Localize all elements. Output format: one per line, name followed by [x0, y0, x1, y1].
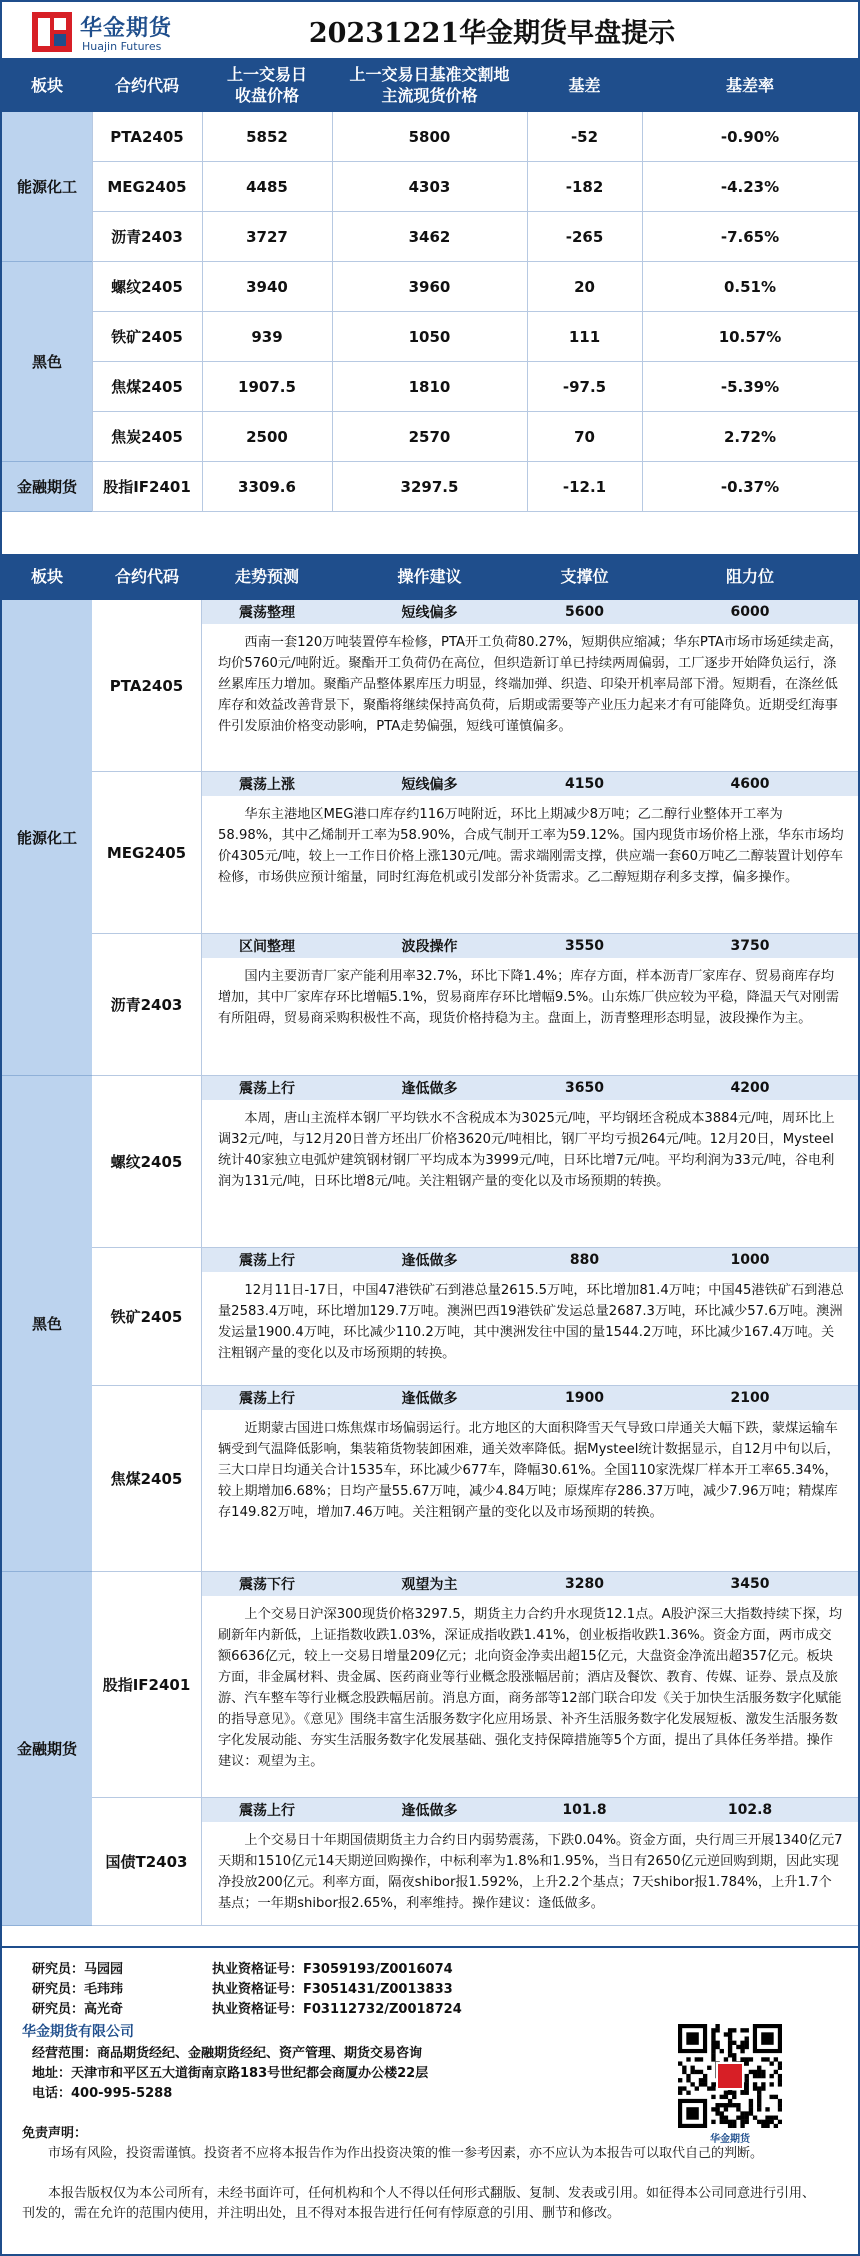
- table1-row-cell: 1050: [332, 312, 527, 362]
- table1-sector-cell: 金融期货: [2, 462, 92, 512]
- analysis-text: 上个交易日十年期国债期货主力合约日内弱势震荡，下跌0.04%。资金方面，央行周三开展1340亿元7天期和1510亿元14天期逆回购操作，中标利率为1.8%和1.95%，当日有2650亿元逆回购到期，因此实现净投放200亿元。利率方面，隔夜shibor报1.592%，上升2.2个基点；7天shibor报1.784%，上升1.7个基点；一年期shibor报2.65%，利率维持。操作建议：逢低做多。: [202, 1822, 858, 1926]
- company-address: 地址：天津市和平区五大道街南京路183号世纪都会商厦办公楼22层: [32, 2066, 429, 2081]
- support-level: 880: [527, 1248, 642, 1272]
- researcher-license: 执业资格证号：F3059193/Z0016074: [212, 1962, 453, 1977]
- table2-header-cell: 操作建议: [332, 554, 527, 600]
- logo-text-en: Huajin Futures: [82, 40, 162, 53]
- table2-contract-code: 铁矿2405: [92, 1248, 202, 1386]
- table2-header-cell: 阻力位: [642, 554, 858, 600]
- table1-column-divider: [92, 112, 93, 512]
- disclaimer-title: 免责声明：: [22, 2126, 88, 2141]
- trend-forecast: 震荡下行: [202, 1572, 332, 1596]
- page-title: 20231221华金期货早盘提示: [308, 17, 676, 49]
- table1-row-cell: 20: [527, 262, 642, 312]
- operation-advice: 波段操作: [332, 934, 527, 958]
- title-bar: [2, 2, 858, 60]
- trend-forecast: 震荡上涨: [202, 772, 332, 796]
- table1-row-cell: 焦煤2405: [92, 362, 202, 412]
- trend-forecast: 区间整理: [202, 934, 332, 958]
- operation-advice: 观望为主: [332, 1572, 527, 1596]
- table1-row-cell: -0.90%: [642, 112, 858, 162]
- analysis-text: 西南一套120万吨装置停车检修，PTA开工负荷80.27%，短期供应缩减；华东PTA市场市场延续走高，均价5760元/吨附近。聚酯开工负荷仍在高位，但织造新订单已持续两周偏弱，工厂逐步开始降负运行，涤丝累库压力增加。聚酯产品整体累库压力明显，终端加弹、织造、印染开机率局部下滑。短期看，在涤丝低库存和效益改善背景下，聚酯将继续保持高负荷，后期或需要等产业压力起来才有可能降负。近期受红海事件引发原油价格变动影响，PTA走势偏强，短线可谨慎偏多。: [202, 624, 858, 772]
- table1-row-cell: 3309.6: [202, 462, 332, 512]
- table1-row-cell: 焦炭2405: [92, 412, 202, 462]
- table1-row-cell: -97.5: [527, 362, 642, 412]
- table1-header-cell: 基差率: [642, 60, 858, 112]
- qr-caption: 华金期货: [710, 2134, 750, 2145]
- table1-row-cell: 111: [527, 312, 642, 362]
- table1-row-cell: -4.23%: [642, 162, 858, 212]
- table1-row-cell: 939: [202, 312, 332, 362]
- table1-row-cell: 螺纹2405: [92, 262, 202, 312]
- table1-row-cell: -52: [527, 112, 642, 162]
- table2-header-cell: 走势预测: [202, 554, 332, 600]
- table1-row-cell: -265: [527, 212, 642, 262]
- table1-row-cell: -0.37%: [642, 462, 858, 512]
- table2-contract-code: 螺纹2405: [92, 1076, 202, 1248]
- table1-sector-cell: 能源化工: [2, 112, 92, 262]
- table1-row-cell: MEG2405: [92, 162, 202, 212]
- researcher-name: 研究员：毛玮玮: [32, 1982, 124, 1997]
- trend-forecast: 震荡上行: [202, 1248, 332, 1272]
- table1-row-cell: 3960: [332, 262, 527, 312]
- table1-column-divider: [202, 112, 203, 512]
- support-level: 5600: [527, 600, 642, 624]
- table1-row-cell: 2.72%: [642, 412, 858, 462]
- table2-sector-cell: 金融期货: [2, 1572, 92, 1926]
- table1-column-divider: [527, 112, 528, 512]
- table1-row-cell: 2500: [202, 412, 332, 462]
- table1-row-cell: 沥青2403: [92, 212, 202, 262]
- disclaimer-para-2: 本报告版权仅为本公司所有，未经书面许可，任何机构和个人不得以任何形式翻版、复制、发表或引用。如征得本公司同意进行引用、刊发的，需在允许的范围内使用，并注明出处，且不得对本报告进行任何有悖原意的引用、删节和修改。: [22, 2186, 816, 2221]
- operation-advice: 短线偏多: [332, 600, 527, 624]
- table1-header-cell: 基差: [527, 60, 642, 112]
- resistance-level: 2100: [642, 1386, 858, 1410]
- table1-row-cell: 1907.5: [202, 362, 332, 412]
- disclaimer-para-1: 市场有风险，投资需谨慎。投资者不应将本报告作为作出投资决策的惟一参考因素，亦不应认为本报告可以取代自己的判断。: [48, 2146, 764, 2161]
- operation-advice: 逢低做多: [332, 1386, 527, 1410]
- table2-sector-cell: 能源化工: [2, 600, 92, 1076]
- logo-mark-icon: [32, 12, 72, 52]
- operation-advice: 逢低做多: [332, 1076, 527, 1100]
- researcher-list: [32, 1960, 552, 2020]
- researcher-license: 执业资格证号：F3051431/Z0013833: [212, 1982, 453, 1997]
- operation-advice: 短线偏多: [332, 772, 527, 796]
- table1-row-cell: 5852: [202, 112, 332, 162]
- table1-row-cell: 70: [527, 412, 642, 462]
- table2-sector-cell: 黑色: [2, 1076, 92, 1572]
- analysis-text: 近期蒙古国进口炼焦煤市场偏弱运行。北方地区的大面积降雪天气导致口岸通关大幅下跌，蒙煤运输车辆受到气温降低影响，集装箱货物装卸困难，通关效率降低。据Mysteel统计数据显示，自12月中旬以后，三大口岸日均通关合计1535车，环比减少677车，降幅30.61%。全国110家洗煤厂样本开工率65.34%，较上期增加6.68%；日均产量55.67万吨，减少4.84万吨；原煤库存286.37万吨，减少7.96万吨；精煤库存149.82万吨，增加7.46万吨。关注粗钢产量的变化以及市场预期的转换。: [202, 1410, 858, 1572]
- table1-header-cell: 上一交易日 收盘价格: [202, 60, 332, 112]
- table1-row-cell: 3727: [202, 212, 332, 262]
- table1-row-cell: 3297.5: [332, 462, 527, 512]
- resistance-level: 102.8: [642, 1798, 858, 1822]
- table2-contract-code: MEG2405: [92, 772, 202, 934]
- table2-contract-code: PTA2405: [92, 600, 202, 772]
- table1-row-cell: 0.51%: [642, 262, 858, 312]
- resistance-level: 4600: [642, 772, 858, 796]
- operation-advice: 逢低做多: [332, 1798, 527, 1822]
- resistance-level: 3450: [642, 1572, 858, 1596]
- table1-row-cell: 10.57%: [642, 312, 858, 362]
- table2-contract-code: 国债T2403: [92, 1798, 202, 1926]
- resistance-level: 1000: [642, 1248, 858, 1272]
- operation-advice: 逢低做多: [332, 1248, 527, 1272]
- table1-row-cell: 3940: [202, 262, 332, 312]
- researcher-license: 执业资格证号：F03112732/Z0018724: [212, 2002, 462, 2017]
- analysis-text: 国内主要沥青厂家产能利用率32.7%，环比下降1.4%；库存方面，样本沥青厂家库存、贸易商库存均增加，其中厂家库存环比增幅5.1%，贸易商库存环比增幅9.5%。山东炼厂供应较为平稳，降温天气对刚需有所阻碍，贸易商采购积极性不高，现货价格持稳为主。盘面上，沥青整理形态明显，波段操作为主。: [202, 958, 858, 1076]
- company-phone: 电话：400-995-5288: [32, 2086, 173, 2101]
- table1-row-cell: -5.39%: [642, 362, 858, 412]
- support-level: 3280: [527, 1572, 642, 1596]
- table1-header-cell: 上一交易日基准交割地 主流现货价格: [332, 60, 527, 112]
- qr-center-logo: [716, 2062, 744, 2090]
- table1-sector-cell: 黑色: [2, 262, 92, 462]
- support-level: 4150: [527, 772, 642, 796]
- resistance-level: 4200: [642, 1076, 858, 1100]
- support-level: 3550: [527, 934, 642, 958]
- analysis-text: 华东主港地区MEG港口库存约116万吨附近，环比上期减少8万吨；乙二醇行业整体开工率为58.98%，其中乙烯制开工率为58.90%，合成气制开工率为59.12%。国内现货市场价格上涨，华东市场均价4305元/吨，较上一工作日价格上涨130元/吨。需求端刚需支撑，供应端一套60万吨乙二醇装置计划停车检修，市场供应预计缩量，同时红海危机或引发部分补货需求。乙二醇短期存利多支撑，偏多操作。: [202, 796, 858, 934]
- table2-contract-code: 沥青2403: [92, 934, 202, 1076]
- table1-header-cell: 合约代码: [92, 60, 202, 112]
- table1-column-divider: [332, 112, 333, 512]
- trend-forecast: 震荡上行: [202, 1386, 332, 1410]
- table1-row-cell: 4485: [202, 162, 332, 212]
- table2-header-cell: 板块: [2, 554, 92, 600]
- researcher-name: 研究员：高光奇: [32, 2002, 124, 2017]
- trend-forecast: 震荡整理: [202, 600, 332, 624]
- analysis-text: 本周，唐山主流样本钢厂平均铁水不含税成本为3025元/吨，平均钢坯含税成本3884元/吨，周环比上调32元/吨，与12月20日普方坯出厂价格3620元/吨相比，钢厂平均亏损264元/吨。12月20日，Mysteel统计40家独立电弧炉建筑钢材钢厂平均成本为3999元/吨，日环比增7元/吨。平均利润为33元/吨，谷电利润为131元/吨，日环比增8元/吨。关注粗钢产量的变化以及市场预期的转换。: [202, 1100, 858, 1248]
- table1-row-cell: 4303: [332, 162, 527, 212]
- qr-code: [678, 2024, 782, 2128]
- trend-forecast: 震荡上行: [202, 1798, 332, 1822]
- table2-contract-code: 焦煤2405: [92, 1386, 202, 1572]
- researcher-name: 研究员：马园园: [32, 1962, 124, 1977]
- trend-forecast: 震荡上行: [202, 1076, 332, 1100]
- footer: [2, 1946, 858, 2256]
- table2-header-cell: 合约代码: [92, 554, 202, 600]
- company-logo: [32, 12, 72, 52]
- table1-header-cell: 板块: [2, 60, 92, 112]
- resistance-level: 6000: [642, 600, 858, 624]
- table1-row-cell: 2570: [332, 412, 527, 462]
- table1-row-cell: 铁矿2405: [92, 312, 202, 362]
- resistance-level: 3750: [642, 934, 858, 958]
- business-scope: 经营范围：商品期货经纪、金融期货经纪、资产管理、期货交易咨询: [32, 2046, 423, 2061]
- table1-row-cell: 3462: [332, 212, 527, 262]
- table1-row-cell: PTA2405: [92, 112, 202, 162]
- table2-header-cell: 支撑位: [527, 554, 642, 600]
- table1-row-cell: 股指IF2401: [92, 462, 202, 512]
- table2-contract-code: 股指IF2401: [92, 1572, 202, 1798]
- table1-row-cell: -12.1: [527, 462, 642, 512]
- analysis-text: 上个交易日沪深300现货价格3297.5，期货主力合约升水现货12.1点。A股沪深三大指数持续下探，均刷新年内新低，上证指数收跌1.03%，深证成指收跌1.41%，创业板指收跌1.36%。资金方面，两市成交额6636亿元，较上一交易日增量209亿元；北向资金净卖出超15亿元，大盘资金净流出超357亿元。板块方面，非金属材料、贵金属、医药商业等行业概念股涨幅居前；酒店及餐饮、教育、传媒、证券、景点及旅游、汽车整车等行业概念股跌幅居前。消息方面，商务部等12部门联合印发《关于加快生活服务数字化赋能的指导意见》。《意见》围绕丰富生活服务数字化应用场景、补齐生活服务数字化发展短板、激发生活服务数字化发展动能、夯实生活服务数字化发展基础、强化支持保障措施等5个方面，提出了具体任务举措。操作建议：观望为主。: [202, 1596, 858, 1798]
- table1-row-cell: -7.65%: [642, 212, 858, 262]
- analysis-text: 12月11日-17日，中国47港铁矿石到港总量2615.5万吨，环比增加81.4万吨；中国45港铁矿石到港总量2583.4万吨，环比增加129.7万吨。澳洲巴西19港铁矿发运总量2687.3万吨，环比减少57.6万吨。澳洲发运量1900.4万吨，环比减少110.2万吨，其中澳洲发往中国的量1544.2万吨，环比减少167.4万吨。关注粗钢产量的变化以及市场预期的转换。: [202, 1272, 858, 1386]
- table1-column-divider: [642, 112, 643, 512]
- table1-row-cell: 1810: [332, 362, 527, 412]
- company-name: 华金期货有限公司: [22, 2024, 134, 2040]
- table1-row-cell: -182: [527, 162, 642, 212]
- support-level: 3650: [527, 1076, 642, 1100]
- table1-row-cell: 5800: [332, 112, 527, 162]
- logo-text-cn: 华金期货: [80, 16, 173, 41]
- support-level: 101.8: [527, 1798, 642, 1822]
- support-level: 1900: [527, 1386, 642, 1410]
